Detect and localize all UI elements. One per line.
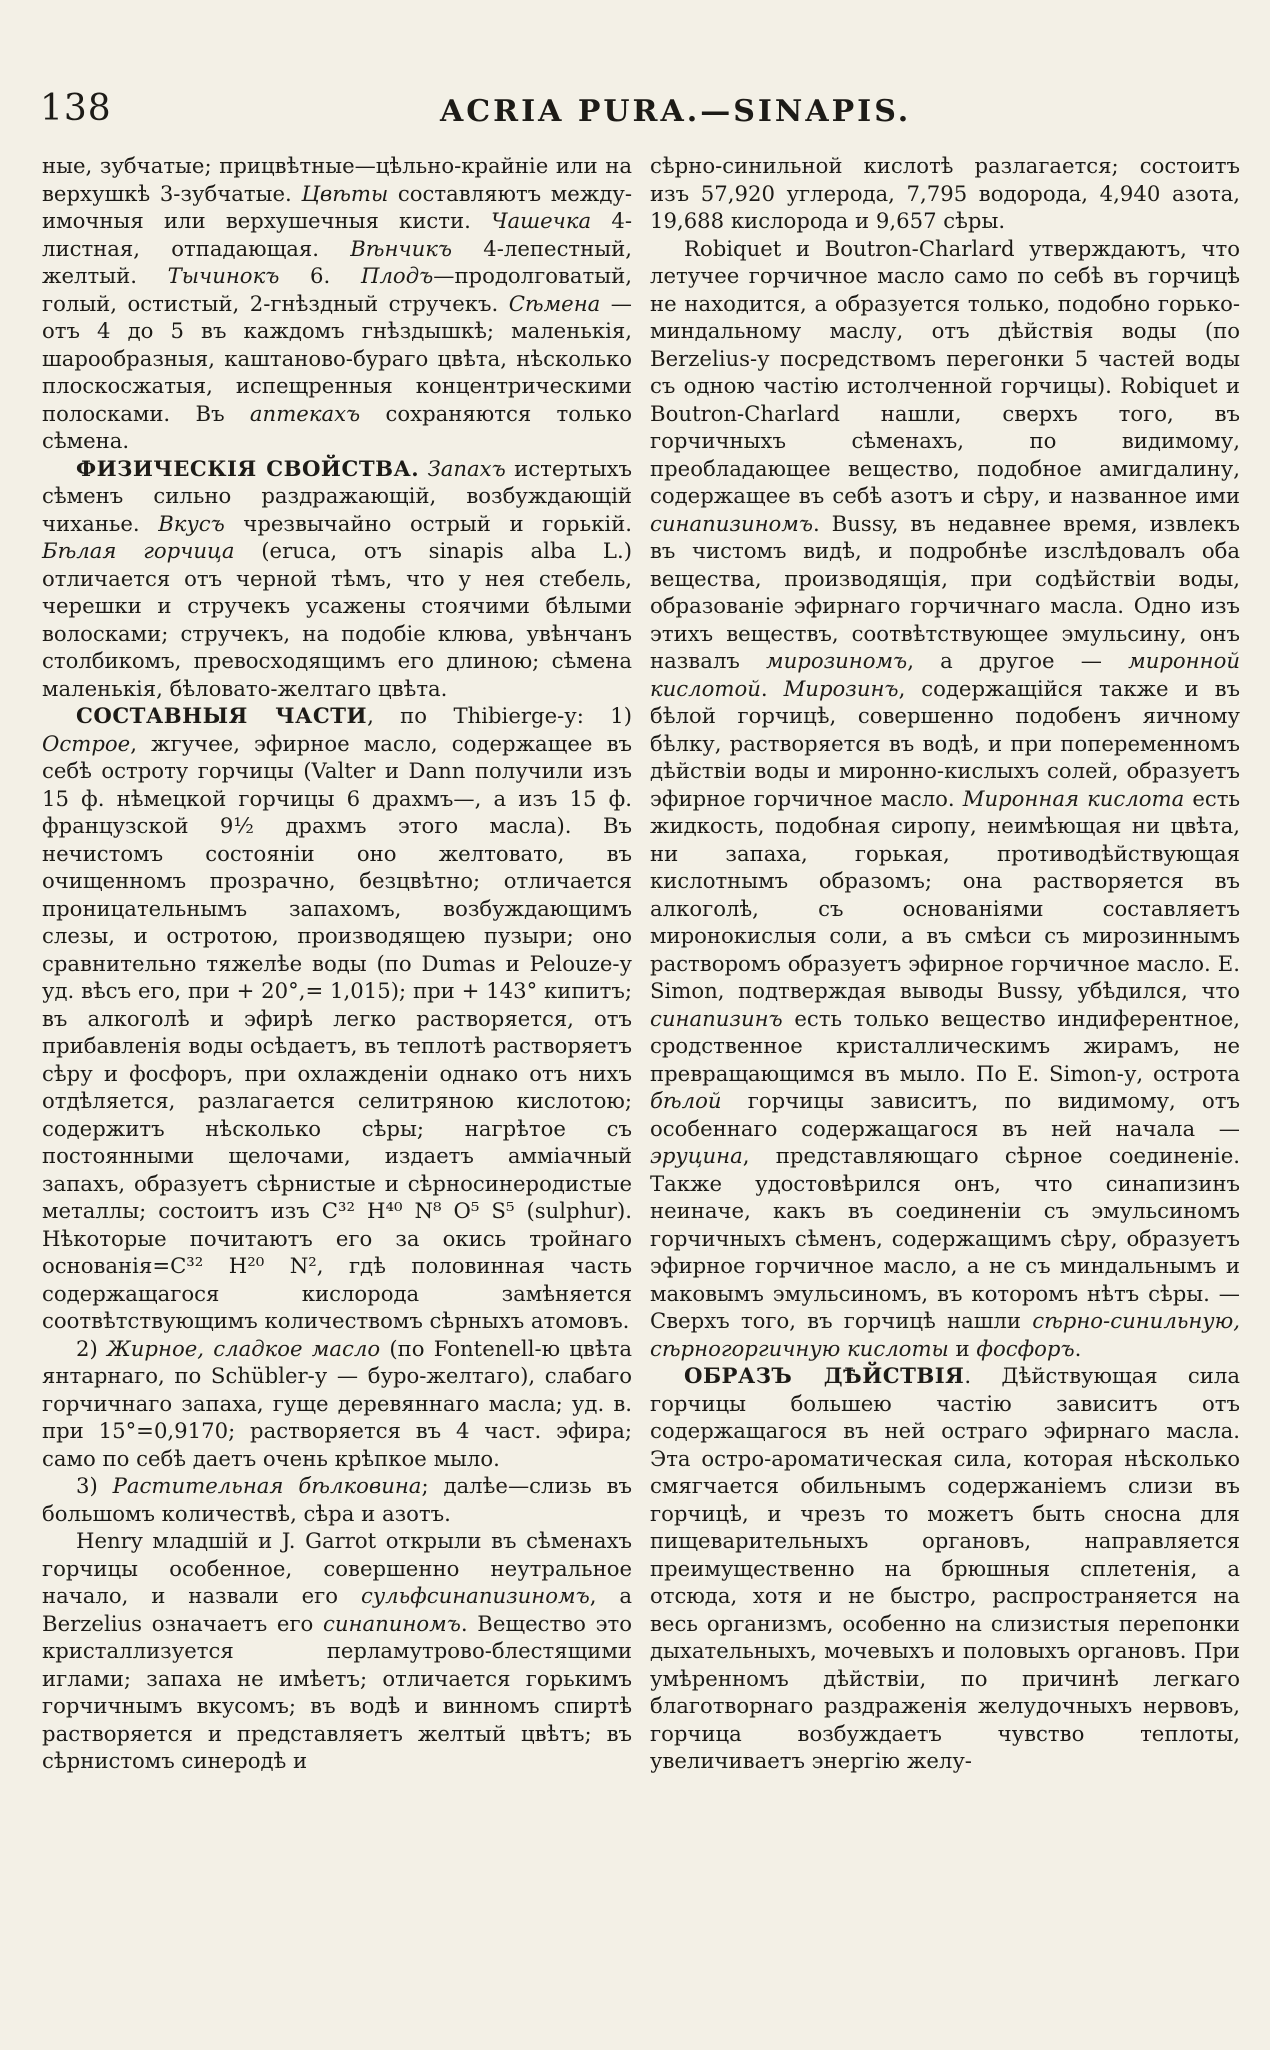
italic-term: сѣрно-синильную, сѣрногоргичную кислоты xyxy=(650,1308,1240,1361)
italic-term: сульфсинапизиномъ xyxy=(360,1583,590,1608)
text-run: чрезвычайно острый и горькій. xyxy=(224,510,632,536)
italic-term: Вкусъ xyxy=(158,510,225,536)
italic-term: эруцина xyxy=(650,1143,743,1168)
text-run: . Bussy, въ недавнее время, извлекъ въ чистомъ видѣ, и подробнѣе изслѣдовалъ оба вещества, производящія, при содѣйствіи воды, образованіе эфирнаго горчичнаго масла. Одно изъ этихъ веществъ, соотвѣтствующее эмульсину, онъ назвалъ xyxy=(650,510,1240,673)
text-run: — отъ 4 до 5 въ каждомъ гнѣздышкѣ; маленькія, шарообразныя, каштаново-бураго цвѣта, нѣсколько плоскосжатыя, испещренныя концентрическими полосками. Въ xyxy=(42,290,632,426)
text-run: . Вещество это кристаллизуется перламутрово-блестящими иглами; запаха не имѣетъ; отличается горькимъ горчичнымъ вкусомъ; въ водѣ и винномъ спиртѣ растворяется и представляетъ желтый цвѣтъ; въ сѣрнистомъ синеродѣ и xyxy=(42,1610,632,1773)
italic-term: Бѣлая горчица xyxy=(42,538,235,563)
italic-term: Жирное, сладкое масло xyxy=(106,1335,381,1361)
italic-term: аптекахъ xyxy=(249,400,361,426)
text-run: 2) xyxy=(76,1335,107,1361)
italic-term: бѣлой xyxy=(650,1088,722,1113)
text-run: 4-листная, отпадающая. xyxy=(42,208,632,261)
text-run: 4-лепестный, желтый. xyxy=(42,235,632,288)
italic-term: Мирозинъ xyxy=(783,675,899,701)
text-run: 3) xyxy=(76,1473,113,1498)
page-number: 138 xyxy=(40,88,112,129)
text-run: . xyxy=(760,675,784,701)
page-header xyxy=(40,88,1230,138)
italic-term: Тычинокъ xyxy=(167,263,280,288)
text-run: . xyxy=(1074,1335,1082,1361)
text-run: , содержащійся также и въ бѣлой горчицѣ, совершенно подобенъ яичному бѣлку, растворяется въ водѣ, и при попеременномъ дѣйствіи воды и миронно-кислыхъ солей, образуетъ эфирное горчичное масло. xyxy=(650,675,1240,811)
text-run: , представляющаго сѣрное соединеніе. Также удостовѣрился онъ, что синапизинъ неиначе, какъ въ соединеніи съ эмульсиномъ горчичныхъ сѣменъ, содержащимъ сѣру, образуетъ эфирное горчичное масло, а не съ миндальнымъ и маковымъ эмульсиномъ, въ которомъ нѣтъ сѣры. — Сверхъ того, въ горчицѣ нашли xyxy=(650,1143,1240,1333)
text-run: (по Fontenell-ю цвѣта янтарнаго, по Schübler-у — буро-желтаго), слабаго горчичнаго запаха, гуще деревяннаго масла; уд. в. при 15°=0,9170; растворяется въ 4 част. эфира; само по себѣ даетъ очень крѣпкое мыло. xyxy=(42,1335,632,1471)
text-run: истертыхъ сѣменъ сильно раздражающій, возбуждающій чиханье. xyxy=(42,455,632,536)
left-text-column xyxy=(42,152,632,1775)
section-heading: СОСТАВНЫЯ ЧАСТИ xyxy=(76,703,368,728)
italic-term: Чашечка xyxy=(491,208,592,233)
paragraph xyxy=(650,1362,1240,1775)
italic-term: Сѣмена xyxy=(508,290,601,316)
text-run: —продолговатый, голый, остистый, 2-гнѣздный стручекъ. xyxy=(42,263,632,316)
text-run: составляютъ между-имочныя или верхушечныя кисти. xyxy=(42,180,632,233)
italic-term: Плодъ xyxy=(360,263,434,288)
italic-term: Миронная кислота xyxy=(962,785,1185,811)
text-run: горчицы зависитъ, по видимому, отъ особеннаго содержащагося въ ней начала — xyxy=(650,1088,1240,1141)
text-run: . Дѣйствующая сила горчицы большею частію зависитъ отъ содержащагося въ ней остраго эфирнаго масла. Эта остро-ароматическая сила, которая нѣсколько смягчается обильнымъ содержаніемъ слизи въ горчицѣ, и чрезъ то можетъ быть сносна для пищеварительныхъ органовъ, направляется преимущественно на брюшныя сплетенія, а отсюда, хотя и не быстро, распространяется на весь организмъ, особенно на слизистыя перепонки дыхательныхъ, мочевыхъ и половыхъ органовъ. При умѣренномъ дѣйствіи, по причинѣ легкаго благотворнаго раздраженія желудочныхъ нервовъ, горчица возбуждаетъ чувство теплоты, увеличиваетъ энергію желу- xyxy=(650,1363,1240,1773)
italic-term: Растительная бѣлковина xyxy=(112,1473,422,1498)
text-run: сѣрно-синильной кислотѣ разлагается; состоитъ изъ 57,920 углерода, 7,795 водорода, 4,940 азота, 19,688 кислорода и 9,657 сѣры. xyxy=(650,153,1240,233)
section-heading: ОБРАЗЪ ДѢЙСТВІЯ xyxy=(684,1363,965,1388)
text-run: Robiquet и Boutron-Charlard утверждаютъ, что летучее горчичное масло само по себѣ въ горчицѣ не находится, а образуется только, подобно горько-миндальному маслу, отъ дѣйствія воды (по Berzelius-у посредствомъ перегонки 5 частей воды съ одною частію истолченной горчицы). Robiquet и Boutron-Charlard нашли, сверхъ того, въ горчичныхъ сѣменахъ, по видимому, преобладающее вещество, подобное амигдалину, содержащее въ себѣ азотъ и сѣру, и названное ими xyxy=(650,235,1240,508)
text-run: 6. xyxy=(279,263,361,288)
italic-term: мирозиномъ xyxy=(766,648,908,673)
running-head: ACRIA PURA.—SINAPIS. xyxy=(440,94,912,129)
paragraph xyxy=(650,235,1240,1363)
paragraph xyxy=(42,1472,632,1527)
italic-term: Цвѣты xyxy=(301,180,389,206)
italic-term: миронной кислотой xyxy=(650,648,1240,701)
text-run: ; далѣе—слизь въ большомъ количествѣ, сѣра и азотъ. xyxy=(42,1473,633,1526)
italic-term: Вѣнчикъ xyxy=(350,235,453,261)
text-run: , а Berzelius означаетъ его xyxy=(42,1583,632,1636)
section-heading: ФИЗИЧЕСКІЯ СВОЙСТВА. xyxy=(76,455,420,481)
text-run: , жгучее, эфирное масло, содержащее въ себѣ остроту горчицы (Valter и Dann получили изъ 15 ф. нѣмецкой горчицы 6 драхмъ—, а изъ 15 ф. французской 9½ драхмъ этого масла). Въ нечистомъ состояніи оно желтовато, въ очищенномъ прозрачно, безцвѣтно; отличается проницательнымъ запахомъ, возбуждающимъ слезы, и остротою, производящею пузыри; оно сравнительно тяжелѣе воды (по Dumas и Pelouze-у уд. вѣсъ его, при + 20°,= 1,015); при + 143° кипитъ; въ алкоголѣ и эфирѣ легко растворяется, отъ прибавленія воды осѣдаетъ, въ теплотѣ растворяетъ сѣру и фосфоръ, при охлажденіи однако отъ нихъ отдѣляется, разлагается селитряною кислотою; содержитъ нѣсколько сѣры; нагрѣтое съ постоянными щелочами, издаетъ амміачный запахъ, образуетъ сѣрнистые и сѣрносинеродистые металлы; состоитъ изъ C³² H⁴⁰ N⁸ O⁵ S⁵ (sulphur). Нѣкоторые почитаютъ его за окись тройнаго основанія=C³² H²⁰ N², гдѣ половинная часть содержащагося кислорода замѣняется соотвѣтствующимъ количествомъ сѣрныхъ атомовъ. xyxy=(42,730,632,1333)
italic-term: синапизиномъ xyxy=(650,510,813,536)
paragraph xyxy=(42,1527,632,1775)
text-run: и xyxy=(948,1335,977,1361)
italic-term: Острое xyxy=(42,730,131,756)
right-text-column xyxy=(650,152,1240,1775)
text-run: , а другое — xyxy=(907,648,1129,673)
italic-term: синапиномъ xyxy=(323,1610,461,1636)
text-run: , по Thibierge-у: 1) xyxy=(367,703,632,728)
text-run: ные, зубчатые; прицвѣтные—цѣльно-крайніе или на верхушкѣ 3-зубчатые. xyxy=(42,153,632,206)
text-run: есть только вещество индиферентное, сродственное кристаллическимъ жирамъ, не превращающимся въ мыло. По E. Simon-у, острота xyxy=(650,1005,1240,1086)
italic-term: Запахъ xyxy=(427,455,506,481)
text-run: (eruca, отъ sinapis alba L.) отличается отъ черной тѣмъ, что у нея стебель, черешки и стручекъ усажены стоячими бѣлыми волосками; стручекъ, на подобіе клюва, увѣнчанъ столбикомъ, превосходящимъ его длиною; сѣмена маленькія, бѣловато-желтаго цвѣта. xyxy=(42,538,633,701)
paragraph xyxy=(650,152,1240,235)
paragraph xyxy=(42,702,632,1335)
paragraph xyxy=(42,1335,632,1473)
paragraph xyxy=(42,455,632,703)
text-run: сохраняются только сѣмена. xyxy=(42,400,632,453)
text-run: Henry младшій и J. Garrot открыли въ сѣменахъ горчицы особенное, совершенно неутральное начало, и назвали его xyxy=(42,1528,632,1608)
text-run xyxy=(419,456,427,481)
italic-term: фосфоръ xyxy=(976,1335,1075,1361)
paragraph xyxy=(42,152,632,455)
italic-term: синапизинъ xyxy=(650,1005,783,1031)
text-run: есть жидкость, подобная сиропу, неимѣющая ни цвѣта, ни запаха, горькая, противодѣйствующая кислотнымъ образомъ; она растворяется въ алкоголѣ, съ основаніями составляетъ миронокислыя соли, а въ смѣси съ мирозиннымъ растворомъ образуетъ эфирное горчичное масло. E. Simon, подтверждая выводы Bussy, убѣдился, что xyxy=(650,785,1240,1003)
